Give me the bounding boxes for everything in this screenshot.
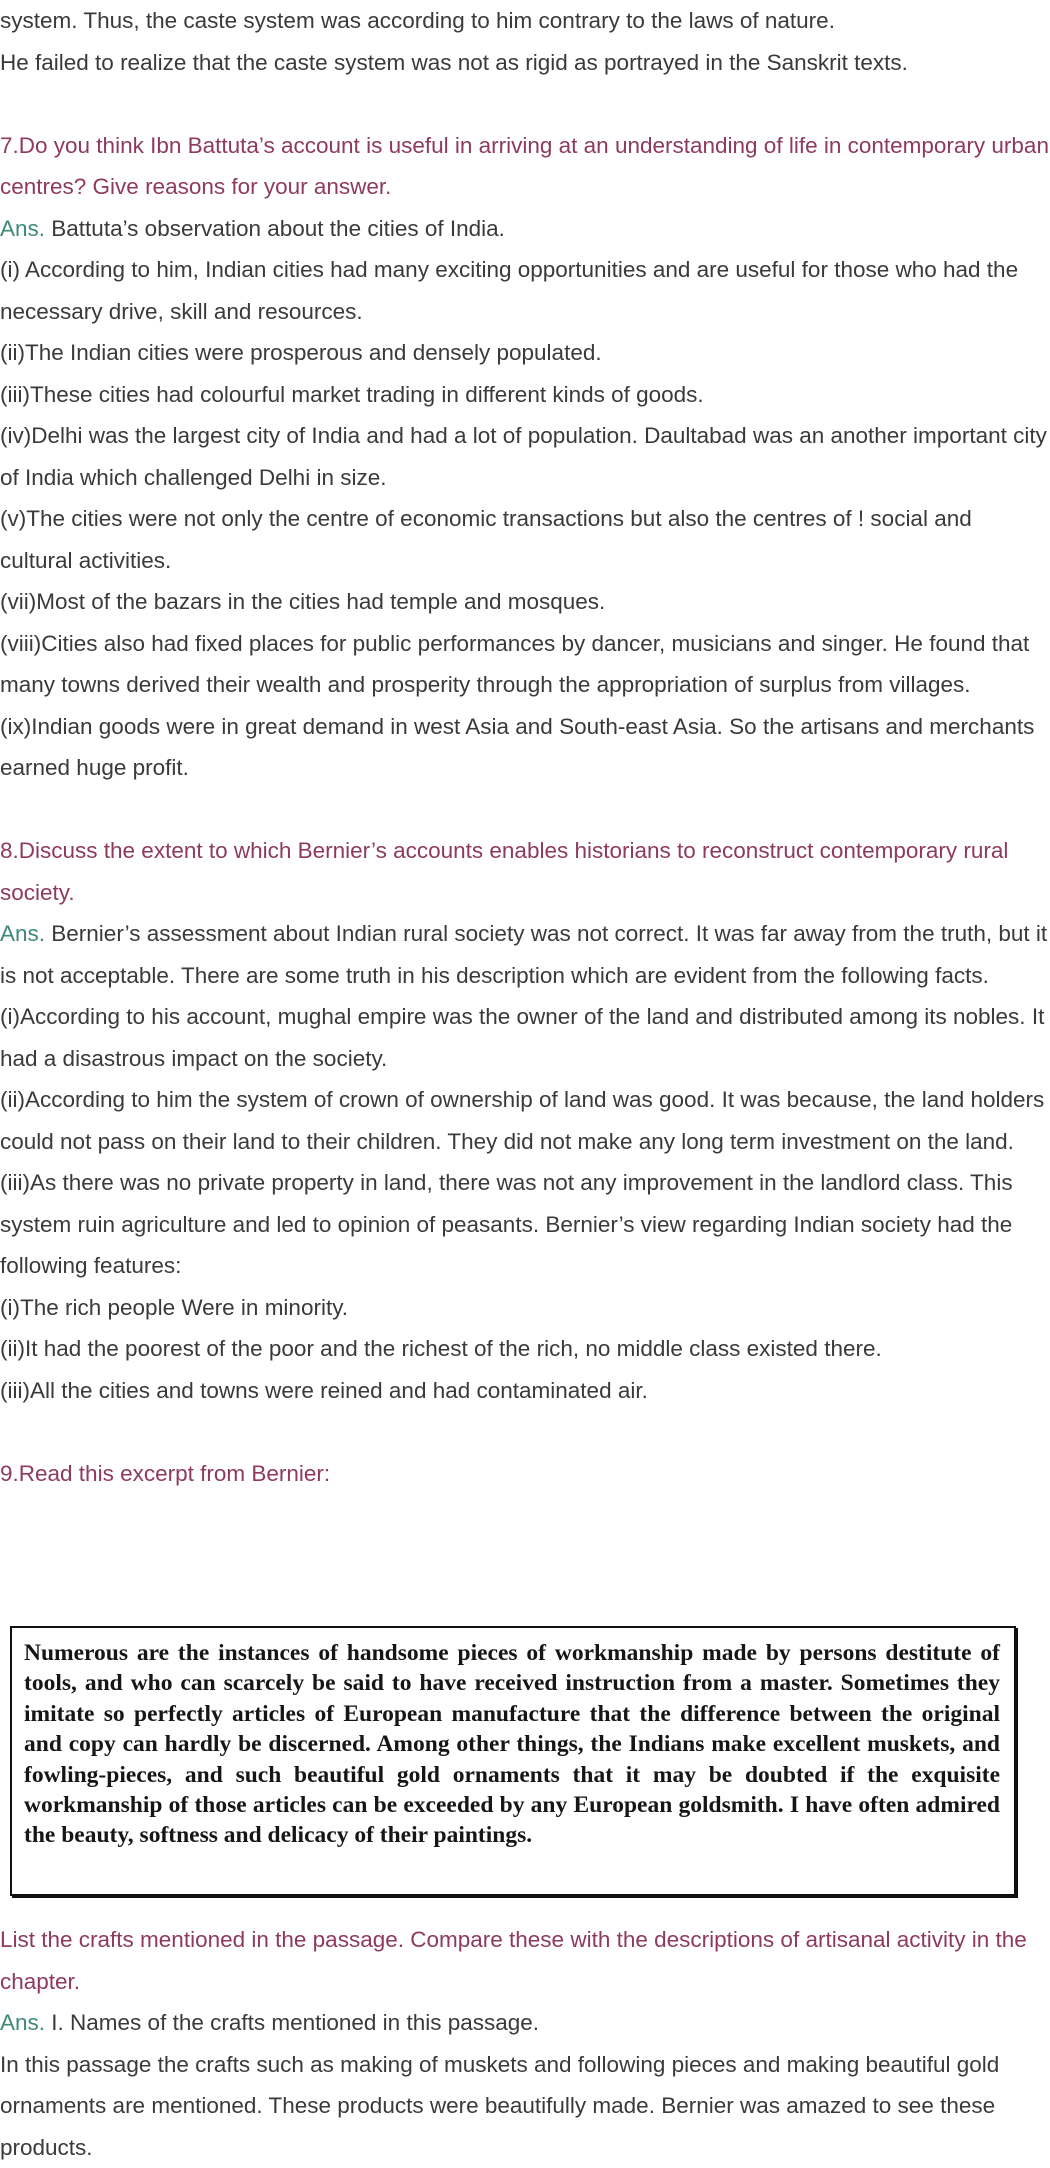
answer-7-point: (iv)Delhi was the largest city of India and had a lot of population. Daultabad was an another important city of India which challenged Delhi in size. [0, 415, 1050, 498]
answer-8-point: (iii)All the cities and towns were reined and had contaminated air. [0, 1370, 1050, 1412]
bernier-excerpt-box: Numerous are the instances of handsome pieces of workmanship made by persons destitute of tools, and who can scarcely be said to have received instruction from a master. Sometimes they imitate so perfectly articles of European manufacture that the difference between the original and copy can hardly be discerned. Among other things, the Indians make excellent muskets, and fowling-pieces, and such beautiful gold ornaments that it may be doubted if the exquisite workmanship of those articles can be exceeded by any European goldsmith. I have often admired the beauty, softness and delicacy of their paintings. [10, 1626, 1016, 1896]
lower-section [0, 1919, 1050, 2168]
answer-7-intro-text: Battuta’s observation about the cities of India. [45, 216, 505, 241]
answer-7-point: (iii)These cities had colourful market trading in different kinds of goods. [0, 374, 1050, 416]
answer-label: Ans. [0, 921, 45, 946]
question-9-part-2: List the crafts mentioned in the passage. Compare these with the descriptions of artisanal activity in the chapter. [0, 1919, 1050, 2002]
question-8: 8.Discuss the extent to which Bernier’s accounts enables historians to reconstruct contemporary rural society. [0, 830, 1050, 913]
answer-8-intro-text: Bernier’s assessment about Indian rural society was not correct. It was far away from the truth, but it is not acceptable. There are some truth in his description which are evident from the following facts. [0, 921, 1047, 988]
answer-7-point: (v)The cities were not only the centre of economic transactions but also the centres of ! social and cultural activities. [0, 498, 1050, 581]
intro-line-1: system. Thus, the caste system was according to him contrary to the laws of nature. [0, 0, 1050, 42]
answer-8-point: (i)The rich people Were in minority. [0, 1287, 1050, 1329]
answer-8-point: (i)According to his account, mughal empire was the owner of the land and distributed among its nobles. It had a disastrous impact on the society. [0, 996, 1050, 1079]
answer-9-paragraph: In this passage the crafts such as making of muskets and following pieces and making beautiful gold ornaments are mentioned. These products were beautifully made. Bernier was amazed to see these products. [0, 2044, 1050, 2168]
answer-9-intro [0, 2002, 1050, 2044]
answer-7-intro [0, 208, 1050, 250]
answer-7-point: (viii)Cities also had fixed places for public performances by dancer, musicians and singer. He found that many towns derived their wealth and prosperity through the appropriation of surplus from villages. [0, 623, 1050, 706]
question-7: 7.Do you think Ibn Battuta’s account is useful in arriving at an understanding of life in contemporary urban centres? Give reasons for your answer. [0, 125, 1050, 208]
answer-7-point: (vii)Most of the bazars in the cities had temple and mosques. [0, 581, 1050, 623]
answer-9-intro-text: I. Names of the crafts mentioned in this passage. [45, 2010, 539, 2035]
answer-8-point: (iii)As there was no private property in land, there was not any improvement in the landlord class. This system ruin agriculture and led to opinion of peasants. Bernier’s view regarding Indian society had the following features: [0, 1162, 1050, 1287]
answer-label: Ans. [0, 216, 45, 241]
answer-8-point: (ii)According to him the system of crown of ownership of land was good. It was because, the land holders could not pass on their land to their children. They did not make any long term investment on the land. [0, 1079, 1050, 1162]
answer-7-point: (i) According to him, Indian cities had many exciting opportunities and are useful for those who had the necessary drive, skill and resources. [0, 249, 1050, 332]
intro-line-2: He failed to realize that the caste system was not as rigid as portrayed in the Sanskrit texts. [0, 42, 1050, 84]
answer-8-intro [0, 913, 1050, 996]
answer-7-point: (ix)Indian goods were in great demand in west Asia and South-east Asia. So the artisans and merchants earned huge profit. [0, 706, 1050, 789]
answer-7-point: (ii)The Indian cities were prosperous and densely populated. [0, 332, 1050, 374]
question-9: 9.Read this excerpt from Bernier: [0, 1453, 1050, 1495]
answer-8-point: (ii)It had the poorest of the poor and the richest of the rich, no middle class existed there. [0, 1328, 1050, 1370]
answer-label: Ans. [0, 2010, 45, 2035]
